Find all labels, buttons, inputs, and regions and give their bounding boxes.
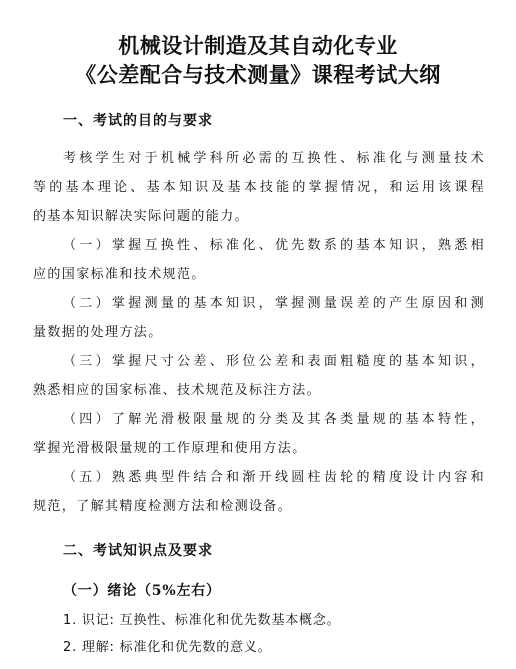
section1-heading: 一、考试的目的与要求 <box>63 113 213 129</box>
section1-line-6: （二）掌握测量的基本知识，掌握测量误差的产生原因和测 <box>63 296 485 311</box>
section1-line-7: 量数据的处理方法。 <box>33 325 163 340</box>
section1-line-11: 掌握光滑极限量规的工作原理和使用方法。 <box>33 441 307 456</box>
section1-line-2: 等的基本理论、基本知识及基本技能的掌握情况，和运用该课程 <box>33 180 485 195</box>
section1-line-10: （四）了解光滑极限量规的分类及其各类量规的基本特性， <box>63 412 485 427</box>
section1-line-8: （三）掌握尺寸公差、形位公差和表面粗糙度的基本知识， <box>63 354 485 369</box>
section1-line-9: 熟悉相应的国家标准、技术规范及标注方法。 <box>33 383 322 398</box>
section2-heading: 二、考试知识点及要求 <box>63 543 213 559</box>
section1-line-13: 规范，了解其精度检测方法和检测设备。 <box>33 499 293 514</box>
section1-line-12: （五）熟悉典型件结合和渐开线圆柱齿轮的精度设计内容和 <box>63 470 485 485</box>
section2-item-2: 2. 理解: 标准化和优先数的意义。 <box>63 640 272 655</box>
section1-line-4: （一）掌握互换性、标准化、优先数系的基本知识，熟悉相 <box>63 238 485 253</box>
section2-item-1: 1. 识记: 互换性、标准化和优先数基本概念。 <box>63 613 341 628</box>
document-title-line2: 《公差配合与技术测量》课程考试大纲 <box>75 62 441 87</box>
section1-line-3: 的基本知识解决实际问题的能力。 <box>33 209 250 224</box>
section2-subheading: （一）绪论（5%左右） <box>63 583 221 599</box>
document-title-line1: 机械设计制造及其自动化专业 <box>118 33 398 58</box>
section1-line-1: 考核学生对于机械学科所必需的互换性、标准化与测量技术 <box>63 151 485 166</box>
section1-line-5: 应的国家标准和技术规范。 <box>33 267 206 282</box>
